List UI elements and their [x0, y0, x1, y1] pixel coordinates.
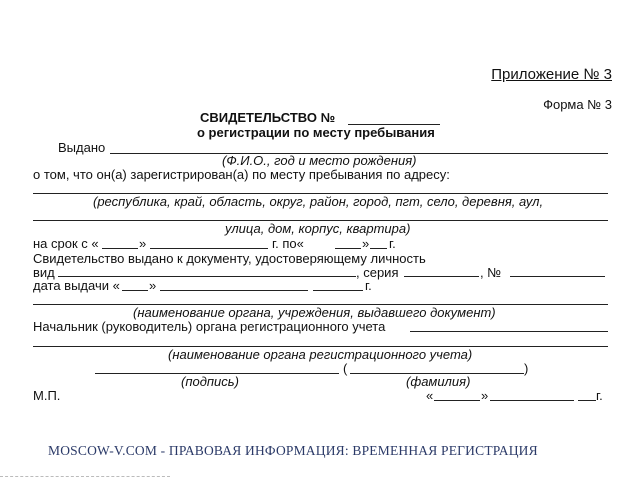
term-year-2: г. — [389, 236, 396, 251]
date-year: г. — [596, 388, 603, 403]
registered-text: о том, что он(а) зарегистрирован(а) по месту пребывания по адресу: — [33, 167, 450, 182]
issue-date-label: дата выдачи « — [33, 278, 120, 293]
issued-to-label: Выдано — [58, 140, 106, 155]
hint-fio: (Ф.И.О., год и место рождения) — [222, 153, 417, 168]
date-day-line — [434, 400, 480, 401]
hint-region: (республика, край, область, округ, район, город, пгт, село, деревня, аул, — [93, 194, 544, 209]
bottom-divider — [0, 476, 170, 479]
issue-date-year: г. — [365, 278, 372, 293]
document-kind-line — [58, 276, 356, 277]
term-day-1-line — [102, 248, 138, 249]
issue-date-month-line — [160, 290, 308, 291]
document-series-label: , серия — [356, 265, 399, 280]
date-quote-open: « — [426, 388, 434, 403]
chief-label: Начальник (руководитель) органа регистрационного учета — [33, 319, 386, 334]
issue-date-day-line — [122, 290, 148, 291]
hint-surname: (фамилия) — [406, 374, 471, 389]
chief-line — [410, 331, 608, 332]
issue-date-quote: » — [149, 278, 157, 293]
term-quote-1: » — [139, 236, 147, 251]
date-year-line — [578, 400, 596, 401]
document-series-line — [404, 276, 479, 277]
term-month-1-line — [150, 248, 268, 249]
date-month-line — [490, 400, 574, 401]
date-quote-close: » — [481, 388, 489, 403]
issue-date-year-line — [313, 290, 363, 291]
document-number-line — [510, 276, 605, 277]
hint-street: улица, дом, корпус, квартира) — [225, 221, 411, 236]
certificate-subtitle: о регистрации по месту пребывания — [197, 125, 435, 140]
term-month-2-line — [370, 248, 387, 249]
hint-organ: (наименование органа, учреждения, выдавшего документ) — [133, 305, 496, 320]
stamp-label: М.П. — [33, 388, 61, 403]
term-quote-2: » — [362, 236, 370, 251]
certificate-title: СВИДЕТЕЛЬСТВО № — [200, 110, 336, 125]
appendix-label: Приложение № 3 — [491, 66, 612, 83]
document-text: Свидетельство выдано к документу, удостоверяющему личность — [33, 251, 426, 266]
document-number-label: , № — [480, 265, 502, 280]
paren-open: ( — [343, 361, 348, 376]
term-day-2-line — [335, 248, 361, 249]
term-year-1: г. по« — [272, 236, 304, 251]
document-kind-label: вид — [33, 265, 55, 280]
hint-reg-organ: (наименование органа регистрационного учета) — [168, 347, 473, 362]
paren-close: ) — [524, 361, 529, 376]
watermark-text: MOSCOW-V.COM - ПРАВОВАЯ ИНФОРМАЦИЯ: ВРЕМЕННАЯ РЕГИСТРАЦИЯ — [48, 443, 538, 458]
term-prefix: на срок с « — [33, 236, 99, 251]
form-number: Форма № 3 — [543, 97, 612, 112]
hint-signature: (подпись) — [181, 374, 239, 389]
